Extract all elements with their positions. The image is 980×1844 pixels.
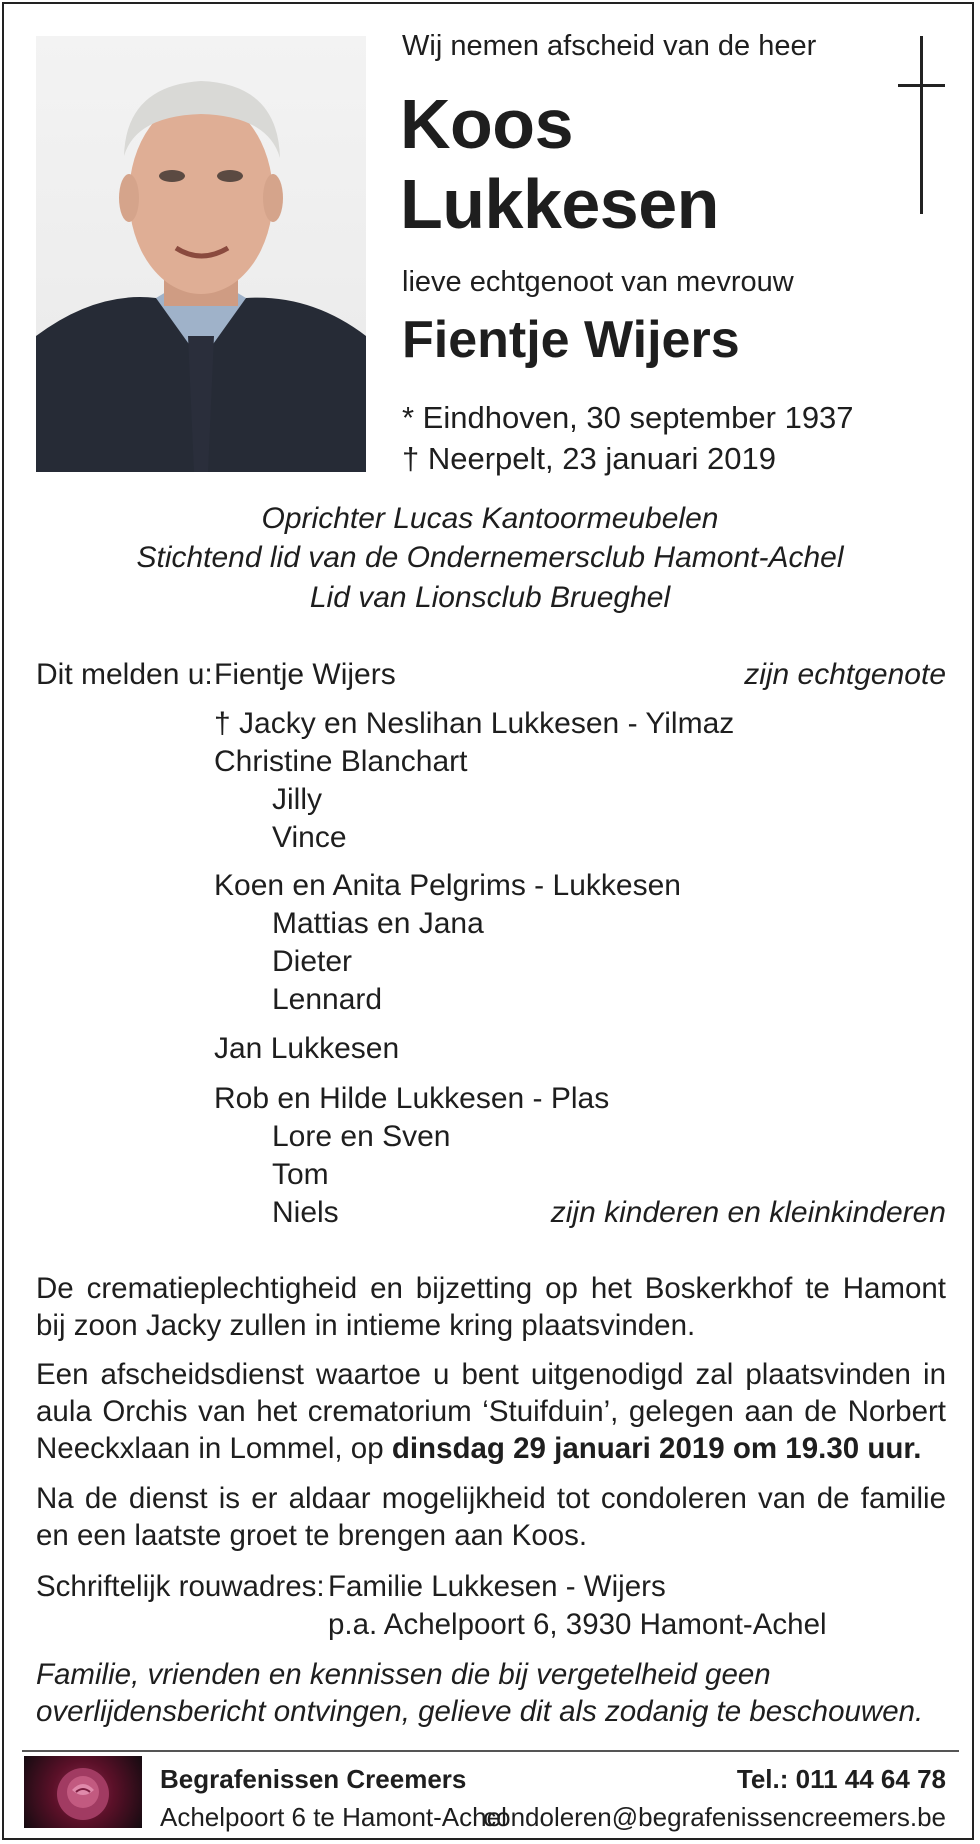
first-name: Koos xyxy=(400,85,573,163)
cross-icon xyxy=(920,36,923,214)
family-label: Dit melden u: xyxy=(36,658,213,691)
spouse-role: zijn echtgenote xyxy=(744,658,946,691)
address-line-2: p.a. Achelpoort 6, 3930 Hamont-Achel xyxy=(328,1608,827,1641)
closing-note: Familie, vrienden en kennissen die bij vergetelheid geen overlijdensbericht ontvingen, gelieve dit als zodanig te beschouwen. xyxy=(36,1658,924,1728)
birth-date: * Eindhoven, 30 september 1937 xyxy=(402,400,854,435)
children-role: zijn kinderen en kleinkinderen xyxy=(550,1196,946,1229)
service-paragraph xyxy=(36,1356,946,1467)
deceased-name xyxy=(400,84,719,244)
title-line: Oprichter Lucas Kantoormeubelen xyxy=(261,502,719,535)
cross-icon-bar xyxy=(898,84,945,87)
list-item: Vince xyxy=(272,821,347,854)
list-item: Tom xyxy=(272,1158,329,1191)
title-line: Stichtend lid van de Ondernemersclub Hamont-Achel xyxy=(136,541,844,574)
service-date: dinsdag 29 januari 2019 om 19.30 uur. xyxy=(391,1432,922,1465)
list-item: Niels xyxy=(272,1196,339,1229)
list-item: Jilly xyxy=(272,783,322,816)
list-item: Jan Lukkesen xyxy=(214,1032,400,1065)
list-item: Dieter xyxy=(272,945,353,978)
title-line: Lid van Lionsclub Brueghel xyxy=(309,581,671,614)
rose-logo xyxy=(24,1756,142,1828)
list-item: † Jacky en Neslihan Lukkesen - Yilmaz xyxy=(214,707,735,740)
service-text: Een afscheidsdienst waartoe u bent uitgenodigd zal plaatsvinden in aula Orchis van het crematorium ‘Stuifduin’, gelegen aan de Norbert Neeckxlaan in Lommel, op xyxy=(36,1358,946,1465)
list-item: Koen en Anita Pelgrims - Lukkesen xyxy=(214,869,681,902)
list-item: Christine Blanchart xyxy=(214,745,468,778)
address-label: Schriftelijk rouwadres: xyxy=(36,1570,325,1603)
address-line-1: Familie Lukkesen - Wijers xyxy=(328,1570,666,1603)
ceremony-paragraph: De crematieplechtigheid en bijzetting op het Boskerkhof te Hamont bij zoon Jacky zullen in intieme kring plaatsvinden. xyxy=(36,1272,946,1342)
list-item: Rob en Hilde Lukkesen - Plas xyxy=(214,1082,610,1115)
last-name: Lukkesen xyxy=(400,165,719,243)
list-item: Lennard xyxy=(272,983,383,1016)
portrait-photo xyxy=(36,36,366,472)
list-item: Lore en Sven xyxy=(272,1120,451,1153)
company-phone: Tel.: 011 44 64 78 xyxy=(736,1764,946,1794)
intro-text: Wij nemen afscheid van de heer xyxy=(402,30,817,62)
condolence-paragraph: Na de dienst is er aldaar mogelijkheid tot condoleren van de familie en een laatste groet te brengen aan Koos. xyxy=(36,1482,946,1552)
family-spouse: Fientje Wijers xyxy=(214,658,396,691)
death-date: † Neerpelt, 23 januari 2019 xyxy=(402,441,776,476)
company-email: condoleren@begrafenissencreemers.be xyxy=(483,1802,946,1832)
spouse-intro: lieve echtgenoot van mevrouw xyxy=(402,266,794,298)
spouse-name: Fientje Wijers xyxy=(402,311,740,369)
company-name: Begrafenissen Creemers xyxy=(160,1764,467,1794)
company-address: Achelpoort 6 te Hamont-Achel xyxy=(160,1802,507,1832)
list-item: Mattias en Jana xyxy=(272,907,484,940)
